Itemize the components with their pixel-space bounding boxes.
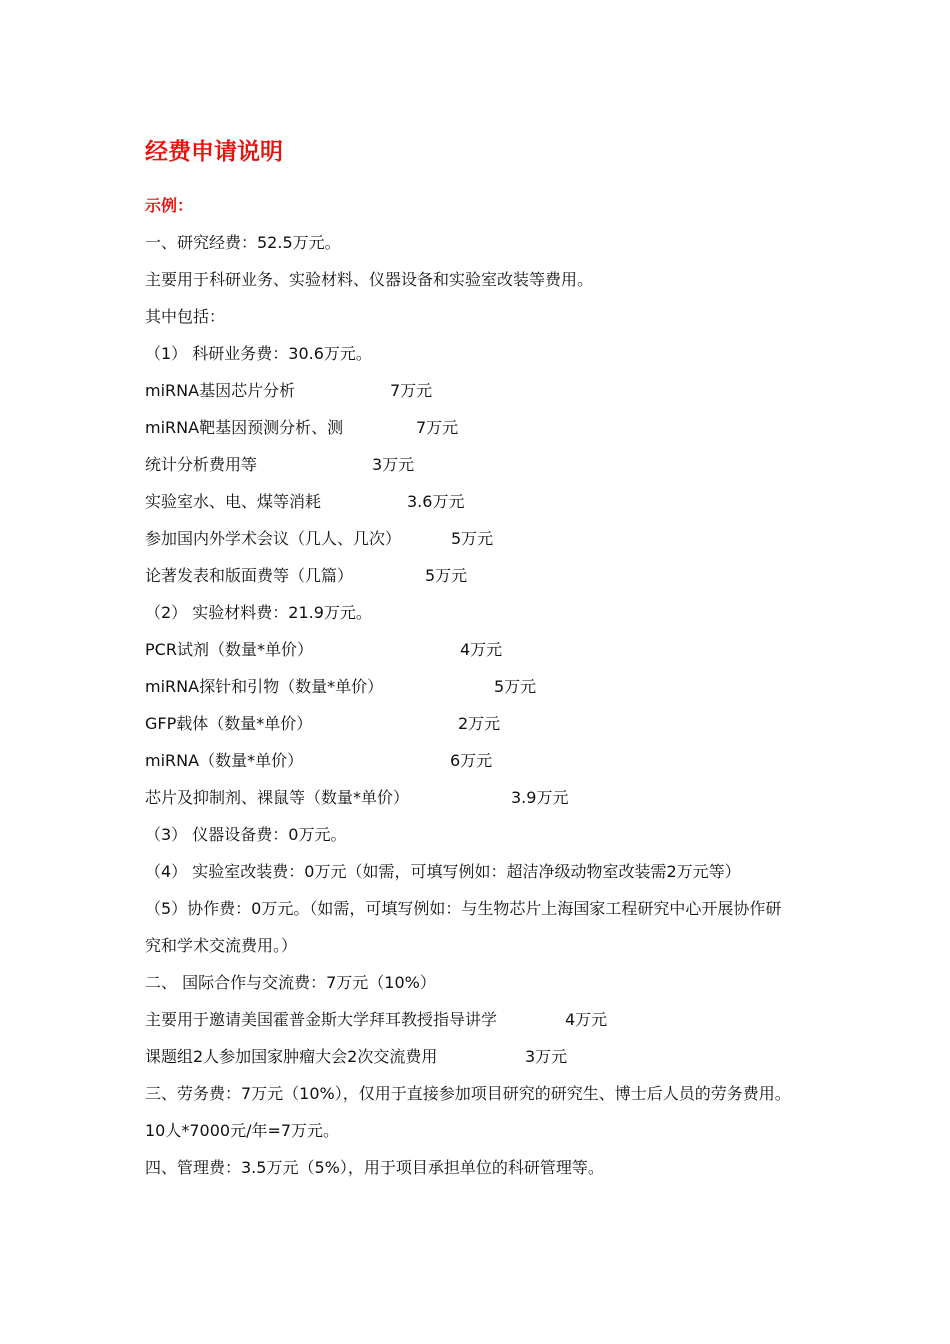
line-text: 究和学术交流费用。） bbox=[145, 936, 298, 955]
line-text: GFP载体（数量*单价） bbox=[145, 714, 313, 733]
line-material-fee bbox=[145, 599, 372, 627]
line-item-cancer-conference bbox=[145, 1043, 568, 1071]
line-text: PCR试剂（数量*单价） bbox=[145, 640, 313, 659]
line-item-publication bbox=[145, 562, 468, 590]
line-text: 三、劳务费：7万元（10%），仅用于直接参加项目研究的研究生、博士后人员的劳务费用。 bbox=[145, 1084, 791, 1103]
line-lab-renovation-fee bbox=[145, 858, 741, 886]
line-text: 主要用于邀请美国霍普金斯大学拜耳教授指导讲学 bbox=[145, 1010, 498, 1029]
line-amount: 7万元 bbox=[390, 381, 433, 400]
line-text: 10人*7000元/年=7万元。 bbox=[145, 1121, 340, 1140]
line-amount: 3万元 bbox=[525, 1047, 568, 1066]
line-amount: 7万元 bbox=[416, 418, 459, 437]
line-text: （2） 实验材料费：21.9万元。 bbox=[145, 603, 372, 622]
line-item-mirna bbox=[145, 747, 493, 775]
line-text: 主要用于科研业务、实验材料、仪器设备和实验室改装等费用。 bbox=[145, 270, 594, 289]
line-management-fee bbox=[145, 1154, 604, 1182]
line-item-pcr bbox=[145, 636, 503, 664]
line-labor-calc bbox=[145, 1117, 339, 1145]
line-text: 其中包括： bbox=[145, 307, 226, 326]
line-amount: 3.9万元 bbox=[511, 788, 569, 807]
line-item-conferences bbox=[145, 525, 494, 553]
line-cooperation-fee bbox=[145, 895, 781, 923]
line-text: miRNA靶基因预测分析、测 bbox=[145, 418, 344, 437]
line-text: 一、研究经费：52.5万元。 bbox=[145, 233, 341, 252]
line-labor-fee bbox=[145, 1080, 791, 1108]
line-text: （1） 科研业务费：30.6万元。 bbox=[145, 344, 372, 363]
line-item-chip-analysis bbox=[145, 377, 433, 405]
line-cooperation-fee-cont bbox=[145, 932, 297, 960]
line-text: （5）协作费：0万元。（如需，可填写例如：与生物芯片上海国家工程研究中心开展协作研 bbox=[145, 899, 782, 918]
line-amount: 4万元 bbox=[460, 640, 503, 659]
line-text: miRNA探针和引物（数量*单价） bbox=[145, 677, 384, 696]
line-amount: 5万元 bbox=[451, 529, 494, 548]
example-label: 示例： bbox=[145, 196, 194, 215]
line-includes bbox=[145, 303, 225, 331]
line-item-gfp bbox=[145, 710, 501, 738]
page-title: 经费申请说明 bbox=[145, 139, 283, 165]
line-text: miRNA（数量*单价） bbox=[145, 751, 304, 770]
line-item-invited-lecture bbox=[145, 1006, 608, 1034]
line-item-statistics bbox=[145, 451, 415, 479]
line-amount: 4万元 bbox=[565, 1010, 608, 1029]
line-text: 参加国内外学术会议（几人、几次） bbox=[145, 529, 402, 548]
line-research-funds bbox=[145, 229, 341, 257]
line-text: 论著发表和版面费等（几篇） bbox=[145, 566, 354, 585]
line-main-usage bbox=[145, 266, 593, 294]
line-amount: 5万元 bbox=[494, 677, 537, 696]
line-amount: 5万元 bbox=[425, 566, 468, 585]
line-text: 四、管理费：3.5万元（5%），用于项目承担单位的科研管理等。 bbox=[145, 1158, 604, 1177]
line-business-fee bbox=[145, 340, 372, 368]
line-text: 统计分析费用等 bbox=[145, 455, 258, 474]
line-equipment-fee bbox=[145, 821, 346, 849]
line-amount: 3.6万元 bbox=[407, 492, 465, 511]
line-text: （4） 实验室改装费：0万元（如需，可填写例如：超洁净级动物室改装需2万元等） bbox=[145, 862, 741, 881]
line-amount: 2万元 bbox=[458, 714, 501, 733]
line-text: （3） 仪器设备费：0万元。 bbox=[145, 825, 347, 844]
line-text: 课题组2人参加国家肿瘤大会2次交流费用 bbox=[145, 1047, 438, 1066]
line-international-exchange bbox=[145, 969, 436, 997]
line-text: 实验室水、电、煤等消耗 bbox=[145, 492, 322, 511]
line-item-target-prediction bbox=[145, 414, 459, 442]
line-item-utilities bbox=[145, 488, 465, 516]
line-item-probes bbox=[145, 673, 537, 701]
line-text: miRNA基因芯片分析 bbox=[145, 381, 296, 400]
line-item-chips-mice bbox=[145, 784, 569, 812]
line-text: 二、 国际合作与交流费：7万元（10%） bbox=[145, 973, 436, 992]
line-amount: 3万元 bbox=[372, 455, 415, 474]
line-amount: 6万元 bbox=[450, 751, 493, 770]
line-text: 芯片及抑制剂、裸鼠等（数量*单价） bbox=[145, 788, 410, 807]
